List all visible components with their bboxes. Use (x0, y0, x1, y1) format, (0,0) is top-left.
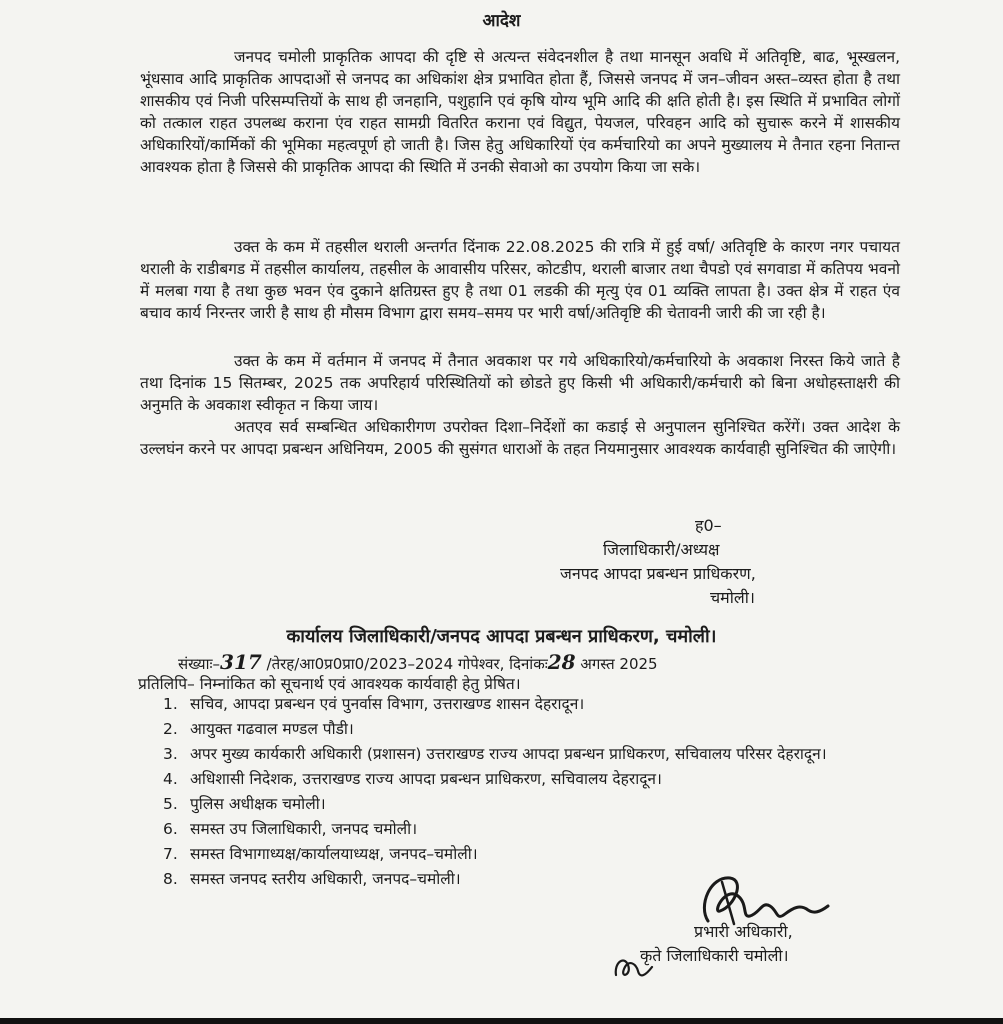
paragraph-3: उक्त के कम में वर्तमान में जनपद में तैनात अवकाश पर गये अधिकारियो/कर्मचारियो के अवकाश निरस्त किये जाते है तथा दिनांक 15 सितम्बर, 2025 तक अपरिहार्य परिस्थितियों को छोडते हुए किसी भी अधिकारी/कर्मचारी को बिना अधोहस्ताक्षरी की अनुमति के अवकाश स्वीकृत न किया जाय। (140, 352, 900, 414)
item-number: 7. (163, 845, 178, 863)
item-number: 1. (163, 695, 178, 713)
paragraph-1: जनपद चमोली प्राकृतिक आपदा की दृष्टि से अत्यन्त संवेदनशील है तथा मानसून अवधि में अतिवृष्टि, बाढ, भूस्खलन, भूंधसाव आदि प्राकृतिक आपदाओं से जनपद का अधिकांश क्षेत्र प्रभावित होता हैं, जिससे जनपद में जन–जीवन अस्त–व्यस्त होता है तथा शासकीय एवं निजी परिसम्पत्तियों के साथ ही जनहानि, पशुहानि एवं कृषि योग्य भूमि आदि की क्षति होती है। इस स्थिति में प्रभावित लोगों को तत्काल राहत उपलब्ध कराना एंव राहत सामग्री वितरित कराना एवं विद्युत, पेयजल, परिवहन आदि को सुचारू करने में शासकीय अधिकारियों/कार्मिकों की भूमिका महत्वपूर्ण हो जाती है। जिस हेतु अधिकारियों एंव कर्मचारियो का अपने मुख्यालय मे तैनात रहना नितान्त आवश्यक होता है जिससे की प्राकृतिक आपदा की स्थिति में उनकी सेवाओ का उपयोग किया जा सके। (140, 48, 900, 176)
paragraph-4: अतएव सर्व सम्बन्धित अधिकारीगण उपरोक्त दिशा–निर्देशों का कडाई से अनुपालन सुनिश्चित करेंगें। उक्त आदेश के उल्लघंन करने पर आपदा प्रबन्धन अधिनियम, 2005 की सुसंगत धाराओं के तहत नियमानुसार आवश्यक कार्यवाही सुनिश्चित की जाऐगी। (140, 418, 900, 458)
list-item (163, 843, 903, 865)
item-text: अधिशासी निदेशक, उत्तराखण्ड राज्य आपदा प्रबन्धन प्राधिकरण, सचिवालय देहरादून। (190, 770, 662, 788)
item-text: अपर मुख्य कार्यकारी अधिकारी (प्रशासन) उत्तराखण्ड राज्य आपदा प्रबन्धन प्राधिकरण, सचिवालय परिसर देहरादून। (190, 745, 827, 763)
item-text: सचिव, आपदा प्रबन्धन एवं पुनर्वास विभाग, उत्तराखण्ड शासन देहरादून। (190, 695, 585, 713)
list-item (163, 743, 903, 765)
officer-designation: प्रभारी अधिकारी, (694, 922, 793, 941)
reference-middle: /तेरह/आ0प्र0प्रा0/2023–2024 गोपेश्वर, दिनांकः (261, 655, 548, 673)
reference-day: 28 (547, 650, 576, 674)
item-number: 6. (163, 820, 178, 838)
item-text: समस्त विभागाध्यक्ष/कार्यालयाध्यक्ष, जनपद–चमोली। (190, 845, 478, 863)
item-number: 2. (163, 720, 178, 738)
signatory-block (560, 514, 860, 610)
item-number: 8. (163, 870, 178, 888)
item-number: 3. (163, 745, 178, 763)
recipient-list (163, 693, 903, 893)
item-number: 4. (163, 770, 178, 788)
officer-block (640, 920, 793, 968)
office-heading: कार्यालय जिलाधिकारी/जनपद आपदा प्रबन्धन प्राधिकरण, चमोली। (286, 626, 717, 647)
document-title: आदेश (482, 11, 521, 31)
reference-line (178, 650, 658, 674)
list-item (163, 718, 903, 740)
signed-mark: ह0– (695, 516, 722, 535)
bottom-border (0, 1018, 1003, 1024)
signatory-location: चमोली। (710, 588, 755, 607)
reference-number: 317 (220, 650, 262, 674)
signatory-designation: जिलाधिकारी/अध्यक्ष (603, 540, 720, 559)
item-text: समस्त जनपद स्तरीय अधिकारी, जनपद–चमोली। (190, 870, 461, 888)
reference-suffix: अगस्त 2025 (575, 655, 658, 673)
reference-prefix: संख्याः– (178, 655, 221, 673)
signatory-authority: जनपद आपदा प्रबन्धन प्राधिकरण, (560, 564, 756, 583)
list-item (163, 768, 903, 790)
item-text: पुलिस अधीक्षक चमोली। (190, 795, 326, 813)
item-text: आयुक्त गढवाल मण्डल पौडी। (190, 720, 354, 738)
copy-to-line: प्रतिलिपि– निम्नांकित को सूचनार्थ एवं आवश्यक कार्यवाही हेतु प्रेषित। (138, 675, 521, 693)
item-number: 5. (163, 795, 178, 813)
list-item (163, 793, 903, 815)
item-text: समस्त उप जिलाधिकारी, जनपद चमोली। (190, 820, 418, 838)
list-item (163, 693, 903, 715)
list-item (163, 818, 903, 840)
paragraph-2: उक्त के कम में तहसील थराली अन्तर्गत दिंनाक 22.08.2025 की रात्रि में हुई वर्षा/ अतिवृष्टि के कारण नगर पचायत थराली के राडीबगड में तहसील कार्यालय, तहसील के आवासीय परिसर, कोटडीप, थराली बाजार तथा चैपडो एवं सगवाडा में कतिपय भवनो में मलबा गया है तथा कुछ भवन एंव दुकाने क्षतिग्रस्त हुए है तथा 01 लडकी की मृत्यु एंव 01 व्यक्ति लापता है। उक्त क्षेत्र में राहत एंव बचाव कार्य निरन्तर जारी है साथ ही मौसम विभाग द्वारा समय–समय पर भारी वर्षा/अतिवृष्टि की चेतावनी जारी की जा रही है। (140, 238, 900, 322)
officer-on-behalf: कृते जिलाधिकारी चमोली। (640, 946, 789, 965)
